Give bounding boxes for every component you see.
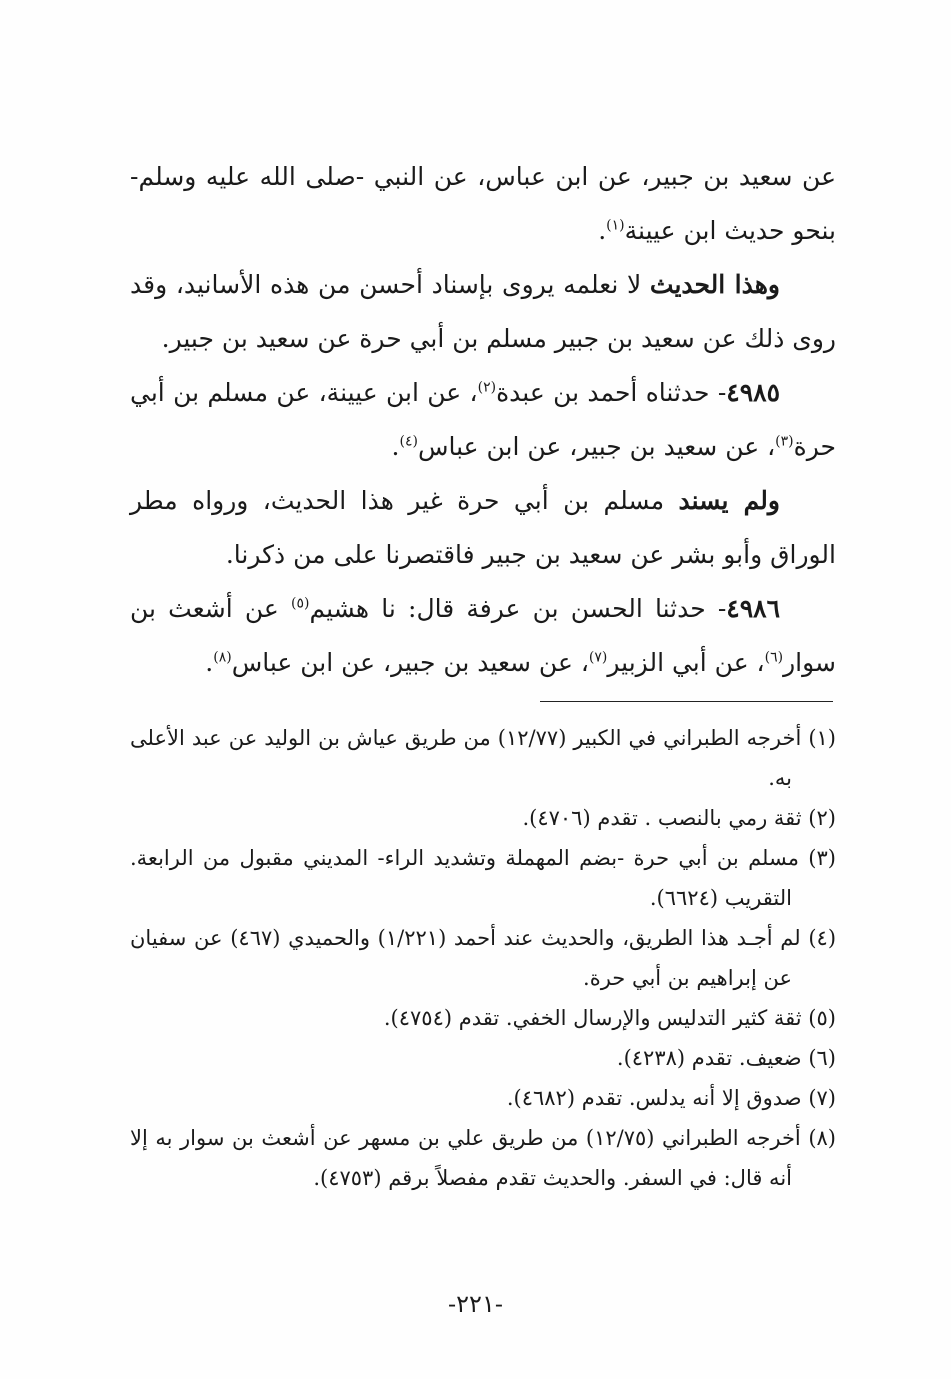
footnote-ref-5: (٥) [290,595,310,612]
hadith-4985 [130,366,836,474]
footnote-ref-4: (٤) [399,433,418,450]
paragraph-2 [130,258,836,366]
footnote-5: (٥) ثقة كثير التدليس والإرسال الخفي. تقدم (٤٧٥٤). [383,1006,836,1030]
footnote-ref-8: (٨) [213,649,232,666]
hadith-4985-text-b: ، عن ابن عيينة، عن مسلم بن أبي حرة [130,378,836,461]
footnote-7: (٧) صدوق إلا أنه يدلس. تقدم (٤٦٨٢). [506,1086,836,1110]
hadith-4986 [130,582,836,690]
footnote-6: (٦) ضعيف. تقدم (٤٢٣٨). [616,1046,836,1070]
hadith-4986-text-a: - حدثنا الحسن بن عرفة قال: نا هشيم [309,594,727,623]
paragraph-4-lead: ولم يسند [678,486,780,515]
footnote-ref-7: (٧) [588,649,608,666]
hadith-4986-text-d: ، عن سعيد بن جبير، عن ابن عباس [231,648,589,677]
paragraph-2-text: لا نعلمه يروى بإسناد أحسن من هذه الأسانيد، وقد روى ذلك عن سعيد بن جبير مسلم بن أبي حرة عن سعيد بن جبير. [130,270,836,353]
paragraph-4 [130,474,836,582]
footnote-ref-6: (٦) [764,649,784,666]
page-number: -٢٢١- [448,1290,503,1318]
footnote-ref-3: (٣) [775,433,794,450]
footnote-ref-1: (١) [606,217,625,234]
footnote-3: (٣) مسلم بن أبي حرة -بضم المهملة وتشديد الراء- المديني مقبول من الرابعة. التقريب (٦٦٢٤). [130,846,836,910]
footnote-2: (٢) ثقة رمي بالنصب . تقدم (٤٧٠٦). [522,806,836,830]
paragraph-1-end: . [598,216,607,245]
hadith-4986-text-b: عن أشعث بن سوار [130,594,836,677]
main-text [130,150,836,690]
footnote-8: (٨) أخرجه الطبراني (١٢/٧٥) من طريق علي بن مسهر عن أشعث بن سوار به إلا أنه قال: في السفر. والحديث تقدم مفصلاً برقم (٤٧٥٣). [130,1126,836,1190]
hadith-4986-text-c: ، عن أبي الزبير [607,648,765,677]
footnote-divider [540,701,833,702]
paragraph-4-text: مسلم بن أبي حرة غير هذا الحديث، ورواه مطر الوراق وأبو بشر عن سعيد بن جبير فاقتصرنا على من ذكرنا. [130,486,836,569]
paragraph-1 [130,150,836,258]
paragraph-1-text: عن سعيد بن جبير، عن ابن عباس، عن النبي -صلى الله عليه وسلم- بنحو حديث ابن عيينة [130,162,836,245]
footnotes [130,718,836,1198]
paragraph-2-lead: وهذا الحديث [649,270,780,299]
footnote-4: (٤) لم أجـد هذا الطريق، والحديث عند أحمد (١/٢٢١) والحميدي (٤٦٧) عن سفيان عن إبراهيم بن أبي حرة. [130,926,837,990]
hadith-4985-text-a: - حدثناه أحمد بن عبدة [496,378,727,407]
hadith-number-4985: ٤٩٨٥ [726,378,780,407]
hadith-4985-text-c: ، عن سعيد بن جبير، عن ابن عباس [417,432,776,461]
footnote-ref-2: (٢) [477,379,497,396]
hadith-4986-end: . [205,648,214,677]
hadith-4985-end: . [391,432,400,461]
footnote-1: (١) أخرجه الطبراني في الكبير (١٢/٧٧) من طريق عياش بن الوليد عن عبد الأعلى به. [130,726,836,790]
hadith-number-4986: ٤٩٨٦ [726,594,780,623]
